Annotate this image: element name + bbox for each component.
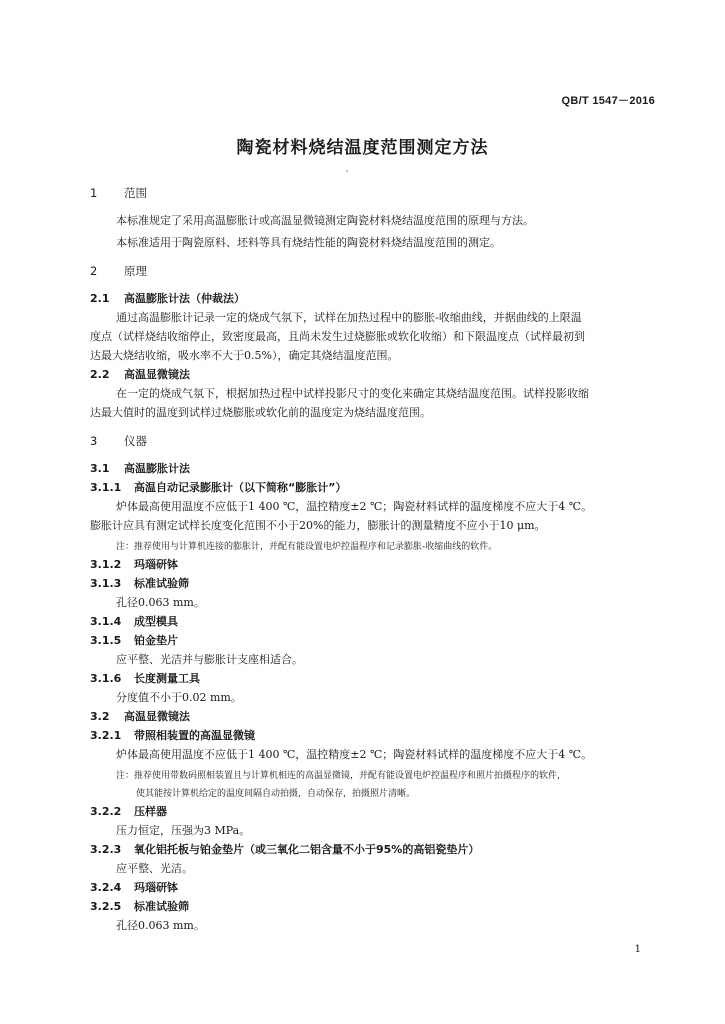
clause-number: 3.1.4 bbox=[90, 615, 122, 628]
standard-code: QB/T 1547－2016 bbox=[561, 95, 655, 107]
clause-number: 3.2.1 bbox=[90, 729, 122, 742]
clause-number: 3.2.5 bbox=[90, 900, 122, 913]
paragraph: 本标准规定了采用高温膨胀计或高温显微镜测定陶瓷材料烧结温度范围的原理与方法。 bbox=[116, 214, 534, 227]
clause-heading bbox=[90, 900, 189, 914]
note: 注：推荐使用与计算机连接的膨胀计，并配有能设置电炉控温程序和记录膨胀-收缩曲线的软件。 bbox=[116, 542, 498, 552]
clause-number: 3.2.2 bbox=[90, 805, 122, 818]
subsection-number: 2.1 bbox=[90, 292, 110, 305]
paragraph: 本标准适用于陶瓷原料、坯料等具有烧结性能的陶瓷材料烧结温度范围的测定。 bbox=[116, 236, 501, 249]
clause-number: 3.1.1 bbox=[90, 481, 122, 494]
section-1-heading bbox=[90, 186, 147, 200]
subsection-title: 高温显微镜法 bbox=[124, 368, 190, 381]
clause-heading bbox=[90, 729, 255, 743]
section-title: 原理 bbox=[124, 264, 147, 278]
subsection-title: 高温膨胀计法 bbox=[124, 462, 190, 475]
subsection-heading bbox=[90, 462, 190, 476]
clause-title: 高温自动记录膨胀计（以下简称“膨胀计”） bbox=[134, 481, 347, 494]
clause-title: 带照相装置的高温显微镜 bbox=[134, 729, 255, 742]
paragraph-line: 度点（试样烧结收缩停止，致密度最高，且尚未发生过烧膨胀或软化收缩）和下限温度点（试样最初到 bbox=[90, 330, 585, 343]
clause-number: 3.2.4 bbox=[90, 881, 122, 894]
clause-heading bbox=[90, 615, 178, 629]
section-2-heading bbox=[90, 264, 147, 278]
clause-heading bbox=[90, 481, 346, 495]
clause-title: 铂金垫片 bbox=[134, 634, 178, 647]
clause-title: 氧化铝托板与铂金垫片（或三氧化二铝含量不小于95%的高铝瓷垫片） bbox=[134, 843, 480, 856]
paragraph-line: 分度值不小于0.02 mm。 bbox=[116, 691, 242, 704]
clause-heading bbox=[90, 881, 178, 895]
clause-heading bbox=[90, 577, 189, 591]
subsection-heading bbox=[90, 368, 190, 382]
clause-title: 玛瑙研钵 bbox=[134, 558, 178, 571]
page-number: 1 bbox=[634, 944, 641, 955]
paragraph-line: 应平整、光洁。 bbox=[116, 862, 193, 875]
clause-title: 压样器 bbox=[134, 805, 167, 818]
clause-title: 玛瑙研钵 bbox=[134, 881, 178, 894]
section-title: 范围 bbox=[124, 186, 147, 200]
subsection-heading bbox=[90, 292, 245, 306]
clause-heading bbox=[90, 634, 178, 648]
clause-title: 标准试验筛 bbox=[134, 577, 189, 590]
clause-number: 3.2.3 bbox=[90, 843, 122, 856]
subsection-title: 高温显微镜法 bbox=[124, 710, 190, 723]
section-number: 1 bbox=[90, 186, 98, 200]
clause-number: 3.1.5 bbox=[90, 634, 122, 647]
paragraph-line: 炉体最高使用温度不应低于1 400 ℃，温控精度±2 ℃；陶瓷材料试样的温度梯度不应大于4 ℃。 bbox=[116, 748, 593, 761]
paragraph-line: 达最大烧结收缩，吸水率不大于0.5%），确定其烧结温度范围。 bbox=[90, 349, 399, 362]
clause-heading bbox=[90, 558, 178, 572]
subsection-number: 3.2 bbox=[90, 710, 110, 723]
section-3-heading bbox=[90, 434, 147, 448]
section-title: 仪器 bbox=[124, 434, 147, 448]
note-continuation: 使其能按计算机给定的温度间隔自动拍摄，自动保存，拍摄照片清晰。 bbox=[136, 789, 416, 799]
paragraph-line: 达最大值时的温度到试样过烧膨胀或软化前的温度定为烧结温度范围。 bbox=[90, 406, 431, 419]
subsection-number: 2.2 bbox=[90, 368, 110, 381]
clause-heading bbox=[90, 672, 200, 686]
clause-number: 3.1.2 bbox=[90, 558, 122, 571]
scan-speck bbox=[346, 170, 348, 172]
clause-heading bbox=[90, 843, 479, 857]
section-number: 3 bbox=[90, 434, 98, 448]
section-number: 2 bbox=[90, 264, 98, 278]
clause-title: 长度测量工具 bbox=[134, 672, 200, 685]
paragraph-line: 压力恒定，压强为3 MPa。 bbox=[116, 824, 251, 837]
clause-title: 成型模具 bbox=[134, 615, 178, 628]
clause-number: 3.1.6 bbox=[90, 672, 122, 685]
clause-heading bbox=[90, 805, 167, 819]
subsection-number: 3.1 bbox=[90, 462, 110, 475]
paragraph-line: 炉体最高使用温度不应低于1 400 ℃，温控精度±2 ℃；陶瓷材料试样的温度梯度不应大于4 ℃。 bbox=[116, 500, 593, 513]
paragraph-line: 通过高温膨胀计记录一定的烧成气氛下，试样在加热过程中的膨胀-收缩曲线，并据曲线的上限温 bbox=[116, 311, 582, 324]
subsection-title: 高温膨胀计法（仲裁法） bbox=[124, 292, 245, 305]
note: 注：推荐使用带数码照相装置且与计算机相连的高温显微镜，并配有能设置电炉控温程序和照片拍摄程序的软件， bbox=[116, 771, 567, 781]
clause-number: 3.1.3 bbox=[90, 577, 122, 590]
paragraph-line: 孔径0.063 mm。 bbox=[116, 596, 205, 609]
document-title: 陶瓷材料烧结温度范围测定方法 bbox=[236, 138, 489, 158]
clause-title: 标准试验筛 bbox=[134, 900, 189, 913]
paragraph-line: 膨胀计应具有测定试样长度变化范围不小于20%的能力，膨胀计的测量精度不应小于10 μm。 bbox=[90, 519, 546, 532]
paragraph-line: 应平整、光洁并与膨胀计支座相适合。 bbox=[116, 653, 303, 666]
subsection-heading bbox=[90, 710, 190, 724]
paragraph-line: 在一定的烧成气氛下，根据加热过程中试样投影尺寸的变化来确定其烧结温度范围。试样投影收缩 bbox=[116, 387, 589, 400]
paragraph-line: 孔径0.063 mm。 bbox=[116, 919, 205, 932]
